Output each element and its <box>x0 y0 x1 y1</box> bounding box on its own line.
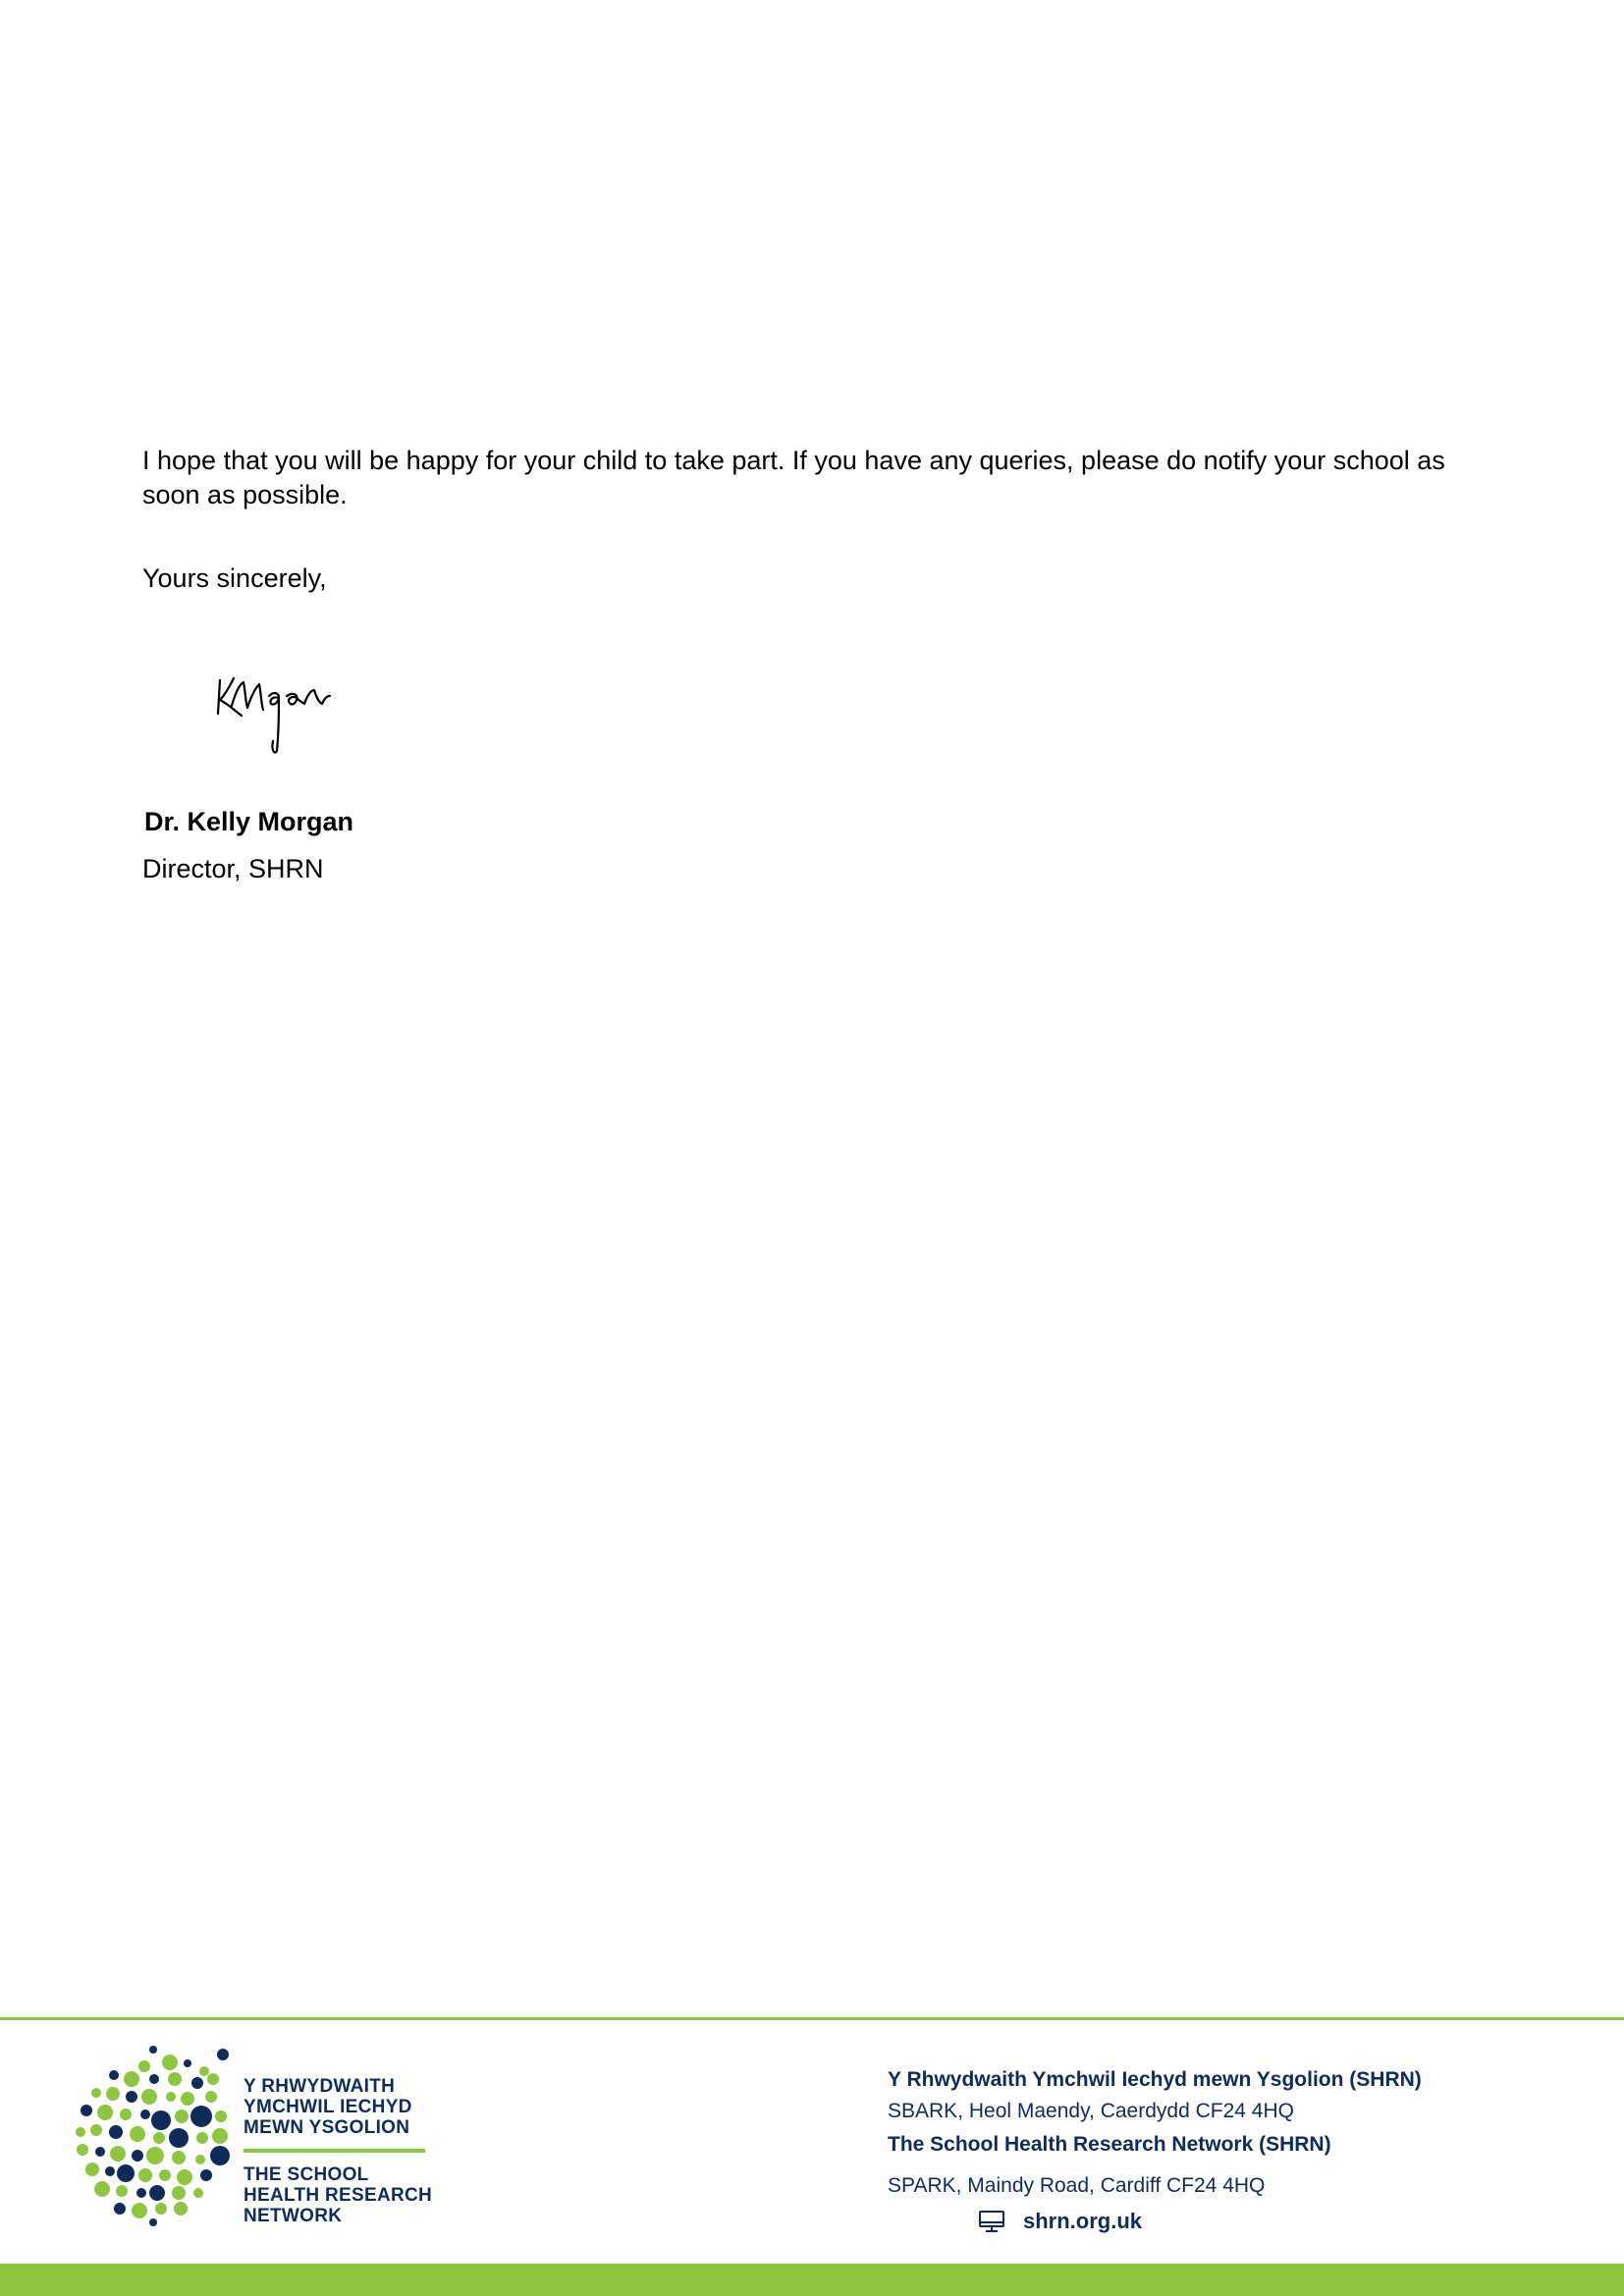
logo-dot <box>177 2169 192 2185</box>
logo-dot <box>149 2218 157 2226</box>
logo-dot <box>172 2151 186 2164</box>
english-address: SPARK, Maindy Road, Cardiff CF24 4HQ <box>888 2174 1266 2197</box>
logo-dot <box>181 2092 194 2106</box>
logo-dot <box>81 2105 92 2116</box>
logo-dot <box>174 2202 188 2216</box>
logo-dot <box>105 2166 115 2176</box>
logo-dot <box>116 2185 128 2197</box>
logo-dot <box>110 2146 126 2162</box>
logo-dot <box>76 2127 85 2137</box>
logo-english-line: HEALTH RESEARCH <box>244 2185 433 2206</box>
logo-dot <box>193 2188 203 2198</box>
logo-dot <box>207 2073 219 2085</box>
logo-dot <box>155 2203 167 2215</box>
logo-dot <box>217 2049 229 2060</box>
logo-dot <box>190 2106 212 2127</box>
logo-dot <box>172 2186 186 2200</box>
signer-name: Dr. Kelly Morgan <box>144 807 354 836</box>
logo-dot <box>120 2109 132 2120</box>
logo-dot <box>175 2109 189 2123</box>
logo-dot <box>141 2089 157 2105</box>
closing: Yours sincerely, <box>142 563 327 593</box>
logo-welsh-line: YMCHWIL IECHYD <box>244 2097 412 2117</box>
logo-dot <box>90 2124 102 2136</box>
logo-dot <box>196 2132 208 2144</box>
logo-dot <box>138 2168 152 2182</box>
logo-dot <box>95 2147 105 2157</box>
logo-dot <box>200 2169 212 2181</box>
logo-dot <box>205 2091 217 2103</box>
logo-dot <box>159 2169 171 2181</box>
logo-dot <box>132 2203 147 2218</box>
logo-dot <box>153 2132 165 2144</box>
logo-dot <box>138 2060 150 2072</box>
logo-english-name <box>244 2164 432 2226</box>
logo-dot <box>132 2150 143 2162</box>
logo-dot <box>191 2077 203 2089</box>
logo-welsh-name <box>244 2076 412 2138</box>
logo-dot <box>91 2088 101 2098</box>
monitor-icon <box>978 2210 1005 2233</box>
logo-dot <box>199 2066 209 2076</box>
logo-dot <box>168 2072 182 2086</box>
welsh-address: SBARK, Heol Maendy, Caerdydd CF24 4HQ <box>888 2100 1294 2122</box>
logo-dot <box>212 2128 228 2144</box>
logo-dot <box>77 2144 88 2156</box>
logo-dot <box>149 2046 157 2054</box>
logo-dot <box>215 2110 227 2122</box>
logo-dot <box>149 2074 159 2084</box>
logo-dot <box>114 2203 126 2215</box>
logo-dot <box>149 2185 165 2201</box>
welsh-org-name: Y Rhwydwaith Ymchwil Iechyd mewn Ysgolion (SHRN) <box>888 2068 1422 2091</box>
logo-dot <box>166 2092 176 2102</box>
letter-body <box>142 444 1497 512</box>
logo-dot <box>106 2087 120 2101</box>
logo-dot <box>117 2164 135 2182</box>
logo-dot <box>94 2181 110 2197</box>
logo-dot <box>124 2071 139 2087</box>
logo-english-line: THE SCHOOL <box>244 2164 369 2185</box>
logo-dot <box>162 2055 178 2070</box>
body-paragraph: I hope that you will be happy for your child to take part. If you have any queries, please do notify your school as soon as possible. <box>142 446 1445 509</box>
english-org-name: The School Health Research Network (SHRN) <box>888 2133 1331 2156</box>
logo-dot <box>97 2105 113 2120</box>
logo-dot <box>85 2163 99 2176</box>
signature <box>208 663 355 761</box>
website-link[interactable]: shrn.org.uk <box>1023 2209 1143 2233</box>
footer-divider <box>0 2017 1624 2020</box>
logo-dot <box>184 2059 191 2067</box>
logo-dot <box>136 2188 146 2198</box>
logo-welsh-line: Y RHWYDWAITH <box>244 2076 396 2097</box>
logo-dot <box>130 2126 145 2142</box>
logo-dot <box>210 2146 230 2165</box>
logo-dot <box>126 2091 137 2103</box>
logo-dot <box>109 2070 119 2080</box>
logo-english-line: NETWORK <box>244 2206 343 2226</box>
logo-dot <box>109 2125 123 2139</box>
footer-bar <box>0 2264 1624 2296</box>
logo-welsh-line: MEWN YSGOLION <box>244 2117 410 2138</box>
logo-divider <box>244 2149 425 2153</box>
logo-dot <box>195 2155 205 2164</box>
logo-dot <box>146 2147 164 2164</box>
logo-dot <box>151 2110 171 2130</box>
logo-dot <box>169 2128 189 2148</box>
logo-dot <box>140 2109 150 2119</box>
signer-title: Director, SHRN <box>142 854 324 883</box>
